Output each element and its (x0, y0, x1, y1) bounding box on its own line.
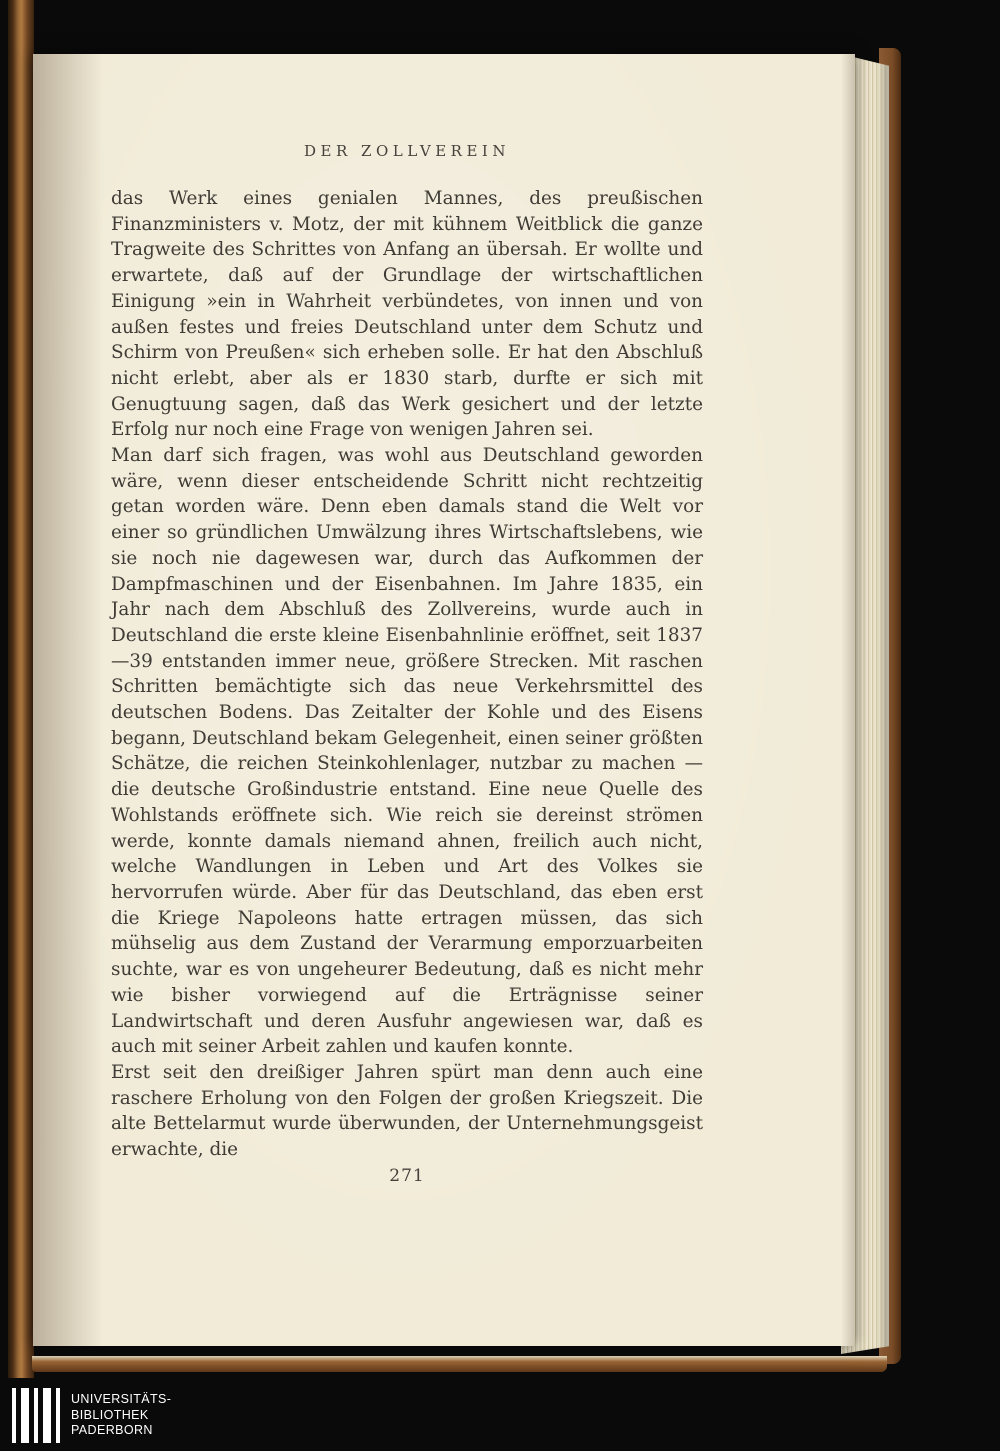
library-watermark (12, 1388, 171, 1443)
library-logo-icon (12, 1388, 60, 1443)
logo-bar (43, 1388, 51, 1443)
logo-bar (34, 1388, 38, 1443)
library-name-line: UNIVERSITÄTS- (71, 1392, 172, 1407)
book-cover-bottom-edge (32, 1356, 887, 1372)
paragraph: Erst seit den dreißiger Jahren spürt man denn auch eine raschere Erholung von den Folgen der großen Kriegszeit. Die alte Bettelarmut wurde überwunden, der Unternehmungsgeist erwachte, die (111, 1061, 703, 1161)
logo-bar (21, 1388, 29, 1443)
library-name (71, 1392, 171, 1439)
gutter-shadow (33, 54, 103, 1346)
body-text (111, 186, 703, 1163)
book-scan (8, 0, 901, 1378)
fore-edge-shadow (841, 54, 855, 1346)
book-page (33, 54, 855, 1346)
text-column (111, 54, 703, 1346)
logo-bar (56, 1388, 60, 1443)
library-name-line: BIBLIOTHEK (71, 1407, 149, 1422)
book-spine (8, 0, 34, 1378)
running-head: DER ZOLLVEREIN (304, 142, 510, 160)
page-number: 271 (389, 1166, 425, 1186)
paragraph: Man darf sich fragen, was wohl aus Deutschland geworden wäre, wenn dieser entscheidende Schritt nicht rechtzeitig getan worden wäre. Denn eben damals stand die Welt vor einer so gründlichen Umwälzung ihres Wirtschaftslebens, wie sie noch nie dagewesen war, durch das Aufkommen der Dampfmaschinen und der Eisenbahnen. Im Jahre 1835, ein Jahr nach dem Abschluß des Zollvereins, wurde auch in Deutschland die erste kleine Eisenbahnlinie eröffnet, seit 1837—39 entstanden immer neue, größere Strecken. Mit raschen Schritten bemächtigte sich das neue Verkehrsmittel des deutschen Bodens. Das Zeitalter der Kohle und des Eisens begann, Deutschland bekam Gelegenheit, einen seiner größten Schätze, die reichen Steinkohlenlager, nutzbar zu machen — die deutsche Großindustrie entstand. Eine neue Quelle des Wohlstands eröffnete sich. Wie reich sie dereinst strömen werde, konnte damals niemand ahnen, freilich auch nicht, welche Wandlungen in Leben und Art des Volkes sie hervorrufen würde. Aber für das Deutschland, das eben erst die Kriege Napoleons hatte ertragen müssen, das sich mühselig aus dem Zustand der Verarmung emporzuarbeiten suchte, war es von ungeheurer Bedeutung, daß es nicht mehr wie bisher vorwiegend auf die Erträgnisse seiner Landwirtschaft und deren Ausfuhr angewiesen war, daß es auch mit seiner Arbeit zahlen und kaufen konnte. (111, 445, 703, 1058)
library-name-line: PADERBORN (71, 1423, 153, 1438)
logo-bar (12, 1388, 16, 1443)
paragraph: das Werk eines genialen Mannes, des preußischen Finanzministers v. Motz, der mit kühnem Weitblick die ganze Tragweite des Schrittes von Anfang an übersah. Er wollte und erwartete, daß auf der Grundlage der wirtschaftlichen Einigung »ein in Wahrheit verbündetes, von innen und von außen festes und freies Deutschland unter dem Schutz und Schirm von Preußen« sich erheben solle. Er hat den Abschluß nicht erlebt, aber als er 1830 starb, durfte er sich mit Genugtuung sagen, daß das Werk gesichert und der letzte Erfolg nur noch eine Frage von wenigen Jahren sei. (111, 188, 703, 441)
